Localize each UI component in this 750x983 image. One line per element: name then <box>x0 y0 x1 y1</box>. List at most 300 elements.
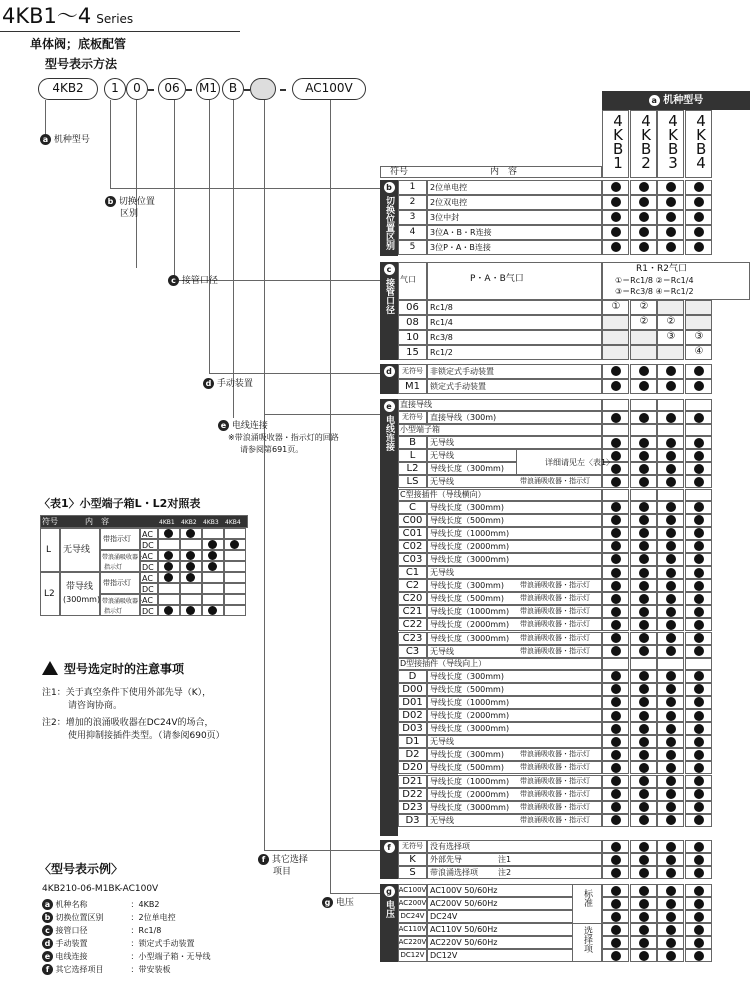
e-d-8-dot-1 <box>639 776 649 786</box>
b-row-2-txt: 3位中封 <box>430 213 460 222</box>
e-c-5-dot-0 <box>611 568 621 578</box>
c-row-2-txtcell <box>427 330 602 345</box>
e-c-9-dot-0 <box>611 620 621 630</box>
d-row-1-dot-1 <box>639 381 649 391</box>
g-row-2-dot-3 <box>694 912 704 922</box>
t1-r1-c0 <box>158 539 180 550</box>
f-row-1-dot-1 <box>639 855 649 865</box>
e-d-10-extra: 带浪涌吸收器・指示灯 <box>520 802 590 811</box>
e-d-9-txt: 导线长度（2000mm) <box>430 789 510 799</box>
t1-L2-desc2-text: (300mm) <box>63 595 101 604</box>
e-small-3-extra: 带浪涌吸收器・指示灯 <box>520 477 590 486</box>
t1-r4-dot-0 <box>164 573 173 582</box>
example-item-2: c 接管口径 ：Rc1/8 <box>42 925 161 937</box>
f-row-1-note: 注1 <box>498 855 512 864</box>
e-c-3-sym: C02 <box>402 540 423 552</box>
b-row-4-dot-0 <box>611 242 621 252</box>
c-row-1-txt: Rc1/4 <box>430 318 453 327</box>
t1-model-3: 4KB4 <box>225 519 241 526</box>
model-name-0: 4KB1 <box>613 112 624 172</box>
model-name-1: 4KB2 <box>641 112 652 172</box>
e-direct-dot-0 <box>611 413 621 423</box>
e-c-10-dot-2 <box>666 633 676 643</box>
sec-e-box: e 电线连接 <box>380 399 398 836</box>
b-row-1-dot-0 <box>611 197 621 207</box>
line-a <box>45 100 46 134</box>
g-row-0-txt: AC100V 50/60Hz <box>430 886 498 895</box>
t1-L: L <box>46 545 52 555</box>
e-small-2-txt: 导线长度（300mm) <box>430 464 504 474</box>
e-d-1-txt: 导线长度（500mm) <box>430 684 504 694</box>
e-c-7-extra: 带浪涌吸收器・指示灯 <box>520 594 590 603</box>
e-small-note: 详细请见左〈表1〉 <box>545 458 615 468</box>
e-c-1-sym: C00 <box>402 514 423 526</box>
g-row-2-dot-2 <box>666 912 676 922</box>
e-c-0-txt: 导线长度（300mm) <box>430 502 504 512</box>
t1-r6-c1 <box>180 594 202 605</box>
c-row-1-mark-1: ② <box>639 316 649 327</box>
label-b: b 切换位置 区别 <box>105 196 155 220</box>
b-row-2-dot-3 <box>694 212 704 222</box>
e-c-8-dot-3 <box>694 607 704 617</box>
t1-acdc-text-0: AC <box>142 530 153 539</box>
t1-r2-dot-1 <box>186 551 195 560</box>
b-row-1-dot-3 <box>694 197 704 207</box>
g-row-1-dot-1 <box>639 899 649 909</box>
line-f2 <box>264 850 380 851</box>
e-d-8-dot-2 <box>666 776 676 786</box>
b-row-3-dot-2 <box>666 227 676 237</box>
t1-surge-1: 带浪涌吸收器・ <box>102 554 145 561</box>
e-d-3-sym: D02 <box>402 710 423 721</box>
title-rule <box>0 31 240 32</box>
d-row-1-txt: 锁定式手动装置 <box>430 382 486 391</box>
e-c-9-dot-2 <box>666 620 676 630</box>
e-c-9-extra: 带浪涌吸收器・指示灯 <box>520 620 590 629</box>
e-d-5-dot-0 <box>611 737 621 747</box>
f-row-0-dot-1 <box>639 842 649 852</box>
g-row-1-dot-2 <box>666 899 676 909</box>
e-c-4-txt: 导线长度（3000mm) <box>430 554 510 564</box>
e-d-6-dot-0 <box>611 750 621 760</box>
line-c1 <box>174 100 175 280</box>
e-h1-m2 <box>657 399 684 411</box>
e-d-11-extra: 带浪涌吸收器・指示灯 <box>520 815 590 824</box>
sec-c-box: c 接管口径 <box>380 262 398 360</box>
d-row-0-dot-1 <box>639 366 649 376</box>
example-item-1: b 切换位置区别 ：2位单电控 <box>42 912 176 924</box>
e-c-7-dot-1 <box>639 594 649 604</box>
models-badge: a <box>649 95 660 106</box>
model-name-2: 4KB3 <box>668 112 679 172</box>
e-small-0-sym: B <box>409 437 416 449</box>
c-port: 气口 <box>400 275 416 284</box>
e-direct-dot-1 <box>639 413 649 423</box>
d-row-0-dot-2 <box>666 366 676 376</box>
e-d-11-txt: 无导线 <box>430 815 454 825</box>
t1-r2-c3 <box>224 550 246 561</box>
c-row-0-empty-3 <box>686 301 711 314</box>
line-d2 <box>209 373 380 374</box>
t1-model-2: 4KB3 <box>203 519 219 526</box>
g-row-4-dot-3 <box>694 938 704 948</box>
g-std-div <box>572 923 602 924</box>
g-row-0-dot-2 <box>666 886 676 896</box>
e-c-10-dot-3 <box>694 633 704 643</box>
g-row-5-dot-2 <box>666 951 676 961</box>
b-row-1-sym: 2 <box>409 197 416 207</box>
b-row-2-sym: 3 <box>409 212 416 222</box>
e-c-6-extra: 带浪涌吸收器・指示灯 <box>520 581 590 590</box>
e-d-4-sym: D03 <box>402 723 423 735</box>
example-item-3: d 手动装置 ：锁定式手动装置 <box>42 938 195 950</box>
b-row-4-dot-1 <box>639 242 649 252</box>
e-c-9-txt: 导线长度（2000mm) <box>430 620 510 630</box>
e-d-8-txt: 导线长度（1000mm) <box>430 776 510 786</box>
t1-r5-c1 <box>180 583 202 594</box>
g-row-3-dot-1 <box>639 925 649 935</box>
e-d-8-sym: D21 <box>402 775 423 787</box>
e-c-9-sym: C22 <box>402 619 423 631</box>
e-c-6-dot-0 <box>611 581 621 591</box>
subtitle: 单体阀；底板配管 <box>30 37 127 51</box>
g-row-1-sym: AC200V <box>398 899 427 907</box>
g-row-2-dot-1 <box>639 912 649 922</box>
b-row-1-dot-2 <box>666 197 676 207</box>
g-row-4-dot-2 <box>666 938 676 948</box>
c-row-1-empty-3 <box>686 316 711 329</box>
t1-surge-3: 带浪涌吸收器・ <box>102 598 145 605</box>
e-h4-m2 <box>657 658 684 670</box>
t1-r6-c0 <box>158 594 180 605</box>
model-part-6 <box>250 78 276 100</box>
e-small-1-txt: 无导线 <box>430 451 454 461</box>
f-row-0-sym: 无符号 <box>402 842 423 850</box>
e-c-7-dot-0 <box>611 594 621 604</box>
g-row-5-sym: DC12V <box>400 951 425 959</box>
e-small-3-dot-2 <box>666 477 676 487</box>
e-d-6-dot-1 <box>639 750 649 760</box>
c-pab: P・A・B气口 <box>470 274 524 284</box>
e-c-7-dot-3 <box>694 594 704 604</box>
f-row-2-note: 注2 <box>498 868 512 877</box>
t1-r2-dot-2 <box>208 551 217 560</box>
t1-r0-c2 <box>202 528 224 539</box>
t1-r7-dot-1 <box>186 606 195 615</box>
e-d-0-sym: D <box>408 670 417 682</box>
e-small-0-dot-0 <box>611 438 621 448</box>
e-small-1-dot-2 <box>666 451 676 461</box>
f-row-2-dot-0 <box>611 868 621 878</box>
t1-ind-2: 带指示灯 <box>103 579 131 587</box>
e-d-7-dot-1 <box>639 763 649 773</box>
e-c-8-dot-0 <box>611 607 621 617</box>
c-row-3-empty-1 <box>631 346 656 359</box>
d-row-1-sym: M1 <box>405 381 420 392</box>
e-h1-label: 直接导线 <box>400 400 432 409</box>
b-row-0-dot-3 <box>694 182 704 192</box>
g-row-4-txt: AC220V 50/60Hz <box>430 938 498 947</box>
e-small-1-dot-1 <box>639 451 649 461</box>
e-d-4-dot-2 <box>666 724 676 734</box>
models-header: a 机种型号 <box>602 91 750 110</box>
g-row-0-dot-0 <box>611 886 621 896</box>
b-row-1-txt: 2位双电控 <box>430 198 468 207</box>
t1-r5-c3 <box>224 583 246 594</box>
e-h1-m1 <box>630 399 657 411</box>
e-c-0-dot-0 <box>611 502 621 512</box>
label-a: a 机种型号 <box>40 134 90 146</box>
line-e1 <box>264 100 265 850</box>
c-row-3-txtcell <box>427 345 602 360</box>
t1-r7-dot-2 <box>208 606 217 615</box>
e-small-0-txt: 无导线 <box>430 438 454 448</box>
e-c-6-dot-1 <box>639 581 649 591</box>
e-c-6-dot-2 <box>666 581 676 591</box>
t1-r7-c3 <box>224 605 246 616</box>
e-h1-m3 <box>685 399 712 411</box>
b-row-2-dot-0 <box>611 212 621 222</box>
table1-title: 〈表1〉小型端子箱L・L2对照表 <box>39 497 201 510</box>
f-row-1-sym: K <box>409 854 416 865</box>
t1-r4-c2 <box>202 572 224 583</box>
t1-r3-c3 <box>224 561 246 572</box>
e-d-7-extra: 带浪涌吸收器・指示灯 <box>520 763 590 772</box>
g-row-3-sym: AC110V <box>398 925 427 933</box>
example-item-0: a 机种名称 ：4KB2 <box>42 899 159 911</box>
e-small-0-dot-2 <box>666 438 676 448</box>
t1-model-0: 4KB1 <box>159 519 175 526</box>
d-row-0-txt: 非锁定式手动装置 <box>430 367 494 376</box>
model-heading: 型号表示方法 <box>45 57 118 71</box>
e-d-2-sym: D01 <box>402 696 423 708</box>
c-row-2-sym: 10 <box>406 332 419 343</box>
e-c-10-dot-0 <box>611 633 621 643</box>
t1-r1-dot-2 <box>208 540 217 549</box>
f-row-0-dot-0 <box>611 842 621 852</box>
g-row-4-dot-1 <box>639 938 649 948</box>
line-g2 <box>330 893 380 894</box>
c-row-0-mark-1: ② <box>639 301 649 312</box>
f-row-0-dot-2 <box>666 842 676 852</box>
b-row-4-sym: 5 <box>409 242 416 252</box>
e-c-10-extra: 带浪涌吸收器・指示灯 <box>520 633 590 642</box>
b-row-2-dot-1 <box>639 212 649 222</box>
t1-r5-c2 <box>202 583 224 594</box>
model-dash-0 <box>148 89 154 91</box>
e-d-4-dot-1 <box>639 724 649 734</box>
model-part-4: M1 <box>196 78 220 100</box>
e-direct-sym: 无符号 <box>402 413 423 421</box>
g-row-3-dot-3 <box>694 925 704 935</box>
c-row-1-sym: 08 <box>406 317 419 328</box>
label-c: c 接管口径 <box>168 275 218 287</box>
c-row-3-txt: Rc1/2 <box>430 348 453 357</box>
page-title: 4KB1～4 Series <box>2 4 134 28</box>
e-small-2-sym: L2 <box>406 463 419 475</box>
example-item-4: e 电线连接 ：小型端子箱・无导线 <box>42 951 211 963</box>
g-row-2-sym: DC24V <box>400 912 425 920</box>
sec-d-box: d <box>380 364 398 394</box>
f-row-0-dot-3 <box>694 842 704 852</box>
t1-r1-c1 <box>180 539 202 550</box>
b-row-0-dot-0 <box>611 182 621 192</box>
t1-model-1: 4KB2 <box>181 519 197 526</box>
model-dash-3 <box>280 89 286 91</box>
e-c-5-sym: C1 <box>405 567 420 578</box>
e-c-10-sym: C23 <box>402 632 423 644</box>
e-d-8-dot-0 <box>611 776 621 786</box>
e-c-5-txt: 无导线 <box>430 568 454 577</box>
e-c-8-dot-2 <box>666 607 676 617</box>
e-c-9-dot-1 <box>639 620 649 630</box>
f-row-2-dot-1 <box>639 868 649 878</box>
e-small-2-dot-2 <box>666 464 676 474</box>
b-row-4-dot-2 <box>666 242 676 252</box>
e-c-0-dot-2 <box>666 502 676 512</box>
t1-acdc-text-2: AC <box>142 552 153 561</box>
c-row-1-txtcell <box>427 315 602 330</box>
warning-icon <box>42 661 58 675</box>
e-c-5-dot-1 <box>639 568 649 578</box>
t1-surge2-1: 指示灯 <box>104 564 123 571</box>
t1-surge2-3: 指示灯 <box>104 608 123 615</box>
t1-acdc-text-5: DC <box>142 585 154 594</box>
b-row-0-txt: 2位单电控 <box>430 183 468 192</box>
line-c0 <box>136 100 137 268</box>
e-small-3-dot-3 <box>694 477 704 487</box>
t1-r2-dot-0 <box>164 551 173 560</box>
t1-acdc-text-3: DC <box>142 563 154 572</box>
e-h3-m1 <box>630 489 657 501</box>
e-d-3-dot-3 <box>694 711 704 721</box>
d-row-0-dot-0 <box>611 366 621 376</box>
e-d-1-sym: D00 <box>402 683 423 695</box>
e-d-10-sym: D23 <box>402 801 423 813</box>
e-small-3-dot-0 <box>611 477 621 487</box>
t1-acdc-text-1: DC <box>142 541 154 550</box>
c-row-1-mark-2: ② <box>666 316 676 327</box>
e-h3-m2 <box>657 489 684 501</box>
e-d-5-dot-3 <box>694 737 704 747</box>
e-c-4-sym: C03 <box>402 553 423 565</box>
g-row-5-dot-0 <box>611 951 621 961</box>
f-row-2-dot-3 <box>694 868 704 878</box>
g-row-4-dot-0 <box>611 938 621 948</box>
c-row-1-empty-0 <box>603 316 628 329</box>
e-c-5-dot-3 <box>694 568 704 578</box>
caution-title: 型号选定时的注意事项 <box>42 661 184 677</box>
e-d-2-txt: 导线长度（1000mm) <box>430 697 510 707</box>
line-d1 <box>209 100 210 373</box>
e-c-5-dot-2 <box>666 568 676 578</box>
e-d-7-dot-3 <box>694 763 704 773</box>
e-c-8-dot-1 <box>639 607 649 617</box>
e-d-6-extra: 带浪涌吸收器・指示灯 <box>520 750 590 759</box>
e-d-4-dot-0 <box>611 724 621 734</box>
e-d-3-dot-2 <box>666 711 676 721</box>
c-row-2-mark-3: ③ <box>694 331 704 342</box>
model-name-3: 4KB4 <box>696 112 707 172</box>
f-row-1-dot-0 <box>611 855 621 865</box>
sec-f-box: f <box>380 840 398 879</box>
b-row-4-txt: 3位P・A・B连接 <box>430 243 491 252</box>
model-part-3: 06 <box>158 78 186 100</box>
e-c-6-dot-3 <box>694 581 704 591</box>
c-row-0-sym: 06 <box>406 302 419 313</box>
e-d-9-extra: 带浪涌吸收器・指示灯 <box>520 789 590 798</box>
t1-r5-c0 <box>158 583 180 594</box>
e-h2-m3 <box>685 424 712 436</box>
model-dash-1 <box>186 89 192 91</box>
e-c-11-sym: C3 <box>405 645 420 657</box>
e-h2-m2 <box>657 424 684 436</box>
label-d: d 手动装置 <box>203 378 253 390</box>
d-row-0-dot-3 <box>694 366 704 376</box>
b-row-0-dot-1 <box>639 182 649 192</box>
e-d-7-dot-0 <box>611 763 621 773</box>
model-part-0: 4KB2 <box>38 78 98 100</box>
c-row-0-txt: Rc1/8 <box>430 303 453 312</box>
g-row-5-dot-3 <box>694 951 704 961</box>
e-c-10-dot-1 <box>639 633 649 643</box>
g-row-3-txt: AC110V 50/60Hz <box>430 925 498 934</box>
e-d-7-dot-2 <box>666 763 676 773</box>
e-small-2-dot-3 <box>694 464 704 474</box>
e-d-6-dot-3 <box>694 750 704 760</box>
e-d-7-txt: 导线长度（500mm) <box>430 763 504 773</box>
d-row-0-sym: 无符号 <box>402 367 423 375</box>
model-part-1: 1 <box>104 78 126 100</box>
t1-L2-desc-text: 带导线 <box>66 582 94 592</box>
e-small-2-dot-1 <box>639 464 649 474</box>
t1-h-content: 内 容 <box>85 517 109 526</box>
f-row-2-dot-2 <box>666 868 676 878</box>
e-c-7-txt: 导线长度（500mm) <box>430 594 504 604</box>
e-c-7-dot-2 <box>666 594 676 604</box>
t1-r6-c2 <box>202 594 224 605</box>
t1-L2: L2 <box>44 589 55 599</box>
c-row-2-mark-2: ③ <box>666 331 676 342</box>
line-b1 <box>110 100 111 188</box>
e-d-6-sym: D2 <box>405 749 420 761</box>
f-row-2-txt: 带浪涌选择项 <box>430 868 478 877</box>
f-row-0-txt: 没有选择项 <box>430 842 470 851</box>
c-r12: R1・R2气口 <box>636 264 687 274</box>
e-h4-m3 <box>685 658 712 670</box>
e-c-6-sym: C2 <box>405 580 420 592</box>
t1-r0-dot-1 <box>186 529 195 538</box>
e-d-9-sym: D22 <box>402 788 423 800</box>
c-row-0-mark-0: ① <box>611 301 621 312</box>
g-opt: 选择项 <box>582 926 592 953</box>
t1-acdc-text-4: AC <box>142 574 153 583</box>
b-row-3-dot-1 <box>639 227 649 237</box>
e-h4-label: D型接插件（导线向上） <box>400 658 487 668</box>
f-row-1-dot-2 <box>666 855 676 865</box>
e-c-0-sym: C <box>409 501 416 513</box>
c-row-0-txtcell <box>427 300 602 315</box>
t1-r4-c3 <box>224 572 246 583</box>
b-row-3-txt: 3位A・B・R连接 <box>430 228 492 237</box>
g-row-3-dot-2 <box>666 925 676 935</box>
e-d-3-txt: 导线长度（2000mm) <box>430 711 510 720</box>
e-c-10-txt: 导线长度（3000mm) <box>430 633 510 643</box>
c-row-3-sym: 15 <box>406 347 419 358</box>
e-d-5-sym: D1 <box>405 736 420 748</box>
f-row-1-dot-3 <box>694 855 704 865</box>
g-std: 标准 <box>582 889 592 907</box>
